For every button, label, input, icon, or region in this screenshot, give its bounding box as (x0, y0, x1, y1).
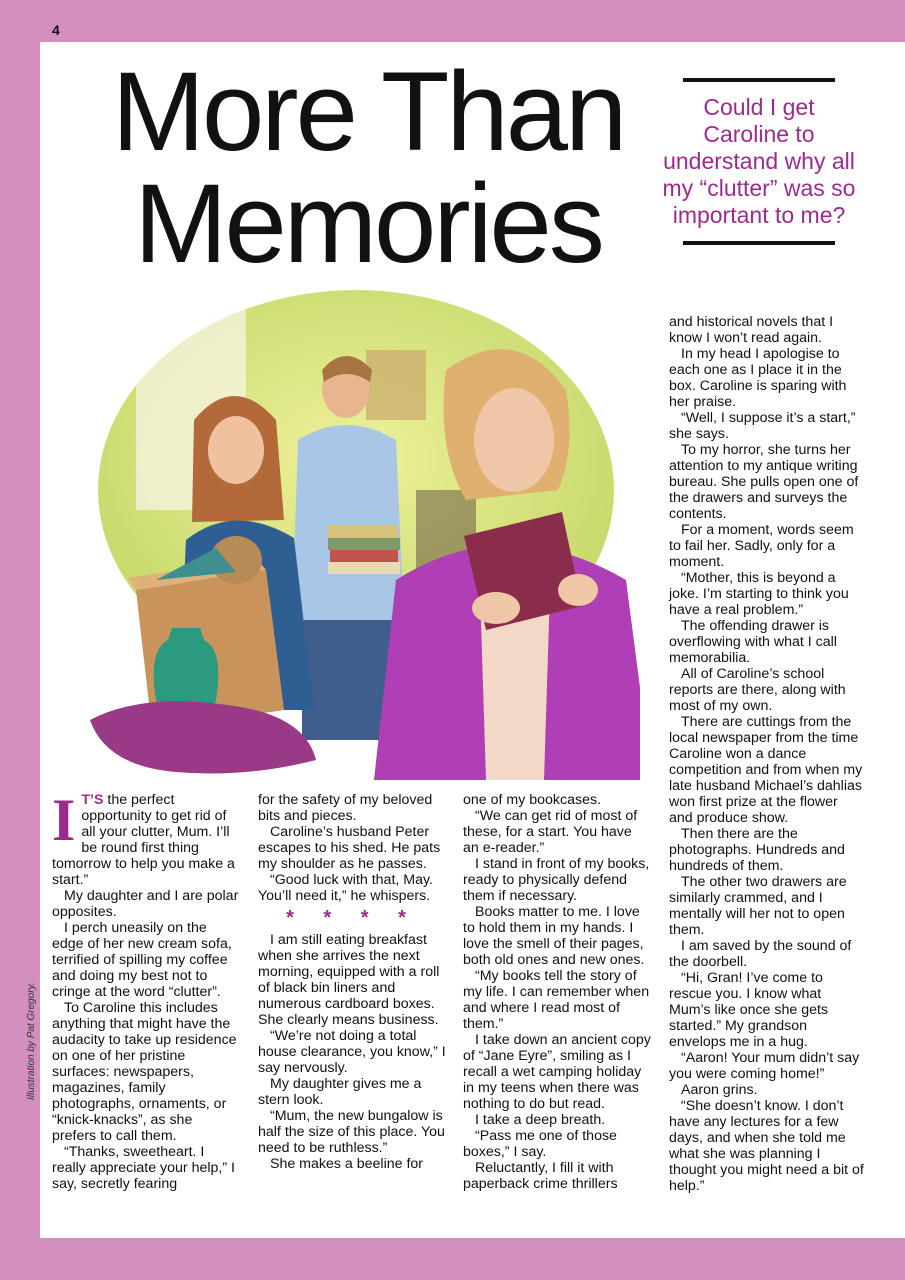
paragraph: “Thanks, sweetheart. I really appreciate your help,” I say, secretly fearing (52, 1144, 235, 1192)
paragraph: one of my bookcases. (463, 792, 602, 808)
paragraph: “We’re not doing a total house clearance, you know,” I say nervously. (258, 1028, 446, 1076)
column-2 (258, 792, 446, 1172)
page-number: 4 (52, 22, 60, 38)
paragraph: In my head I apologise to each one as I place it in the box. Caroline is sparing with her praise. (669, 346, 847, 410)
lead-caps: T’S (81, 792, 104, 808)
paragraph: and historical novels that I know I won’t read again. (669, 314, 834, 346)
paragraph: “Mother, this is beyond a joke. I’m starting to think you have a real problem.” (669, 570, 849, 618)
paragraph: Reluctantly, I fill it with paperback crime thrillers (463, 1160, 618, 1192)
paragraph: “Aaron! Your mum didn’t say you were coming home!” (669, 1050, 860, 1082)
paragraph: “Well, I suppose it’s a start,” she says. (669, 410, 856, 442)
standfirst-text: Could I get Caroline to understand why all my “clutter” was so important to me? (662, 94, 856, 228)
paragraph: The other two drawers are similarly crammed, and I mentally will her not to open them. (669, 874, 847, 938)
paragraph: To Caroline this includes anything that might have the audacity to take up residence on one of her pristine surfaces: newspapers, magazines, family photographs, ornaments, or “knick-knacks”, as she prefers to call them. (52, 1000, 237, 1144)
paragraph: The offending drawer is overflowing with what I call memorabilia. (669, 618, 837, 666)
paragraph: All of Caroline’s school reports are there, along with most of my own. (669, 666, 846, 714)
paragraph: She makes a beeline for (270, 1156, 424, 1172)
paragraph: I take a deep breath. (475, 1112, 606, 1128)
paragraph: Books matter to me. I love to hold them in my hands. I love the smell of their pages, both old ones and new ones. (463, 904, 645, 968)
column-1 (52, 787, 240, 1192)
paragraph: “Good luck with that, May. You’ll need it,” he whispers. (258, 872, 433, 904)
title-line-1: More Than (111, 49, 625, 174)
paragraph: “We can get rid of most of these, for a start. You have an e-reader.” (463, 808, 638, 856)
paragraph: My daughter gives me a stern look. (258, 1076, 422, 1108)
title-line-2: Memories (134, 161, 602, 286)
paragraph: There are cuttings from the local newspaper from the time Caroline won a dance competition and from when my late husband Michael’s dahlias won first prize at the flower and produce show. (669, 714, 863, 826)
paisley-scarf (90, 701, 316, 773)
paragraph: Then there are the photographs. Hundreds and hundreds of them. (669, 826, 845, 874)
paragraph: Aaron grins. (681, 1082, 758, 1098)
paragraph: “Hi, Gran! I’ve come to rescue you. I know what Mum’s like once she gets started.” My grandson envelops me in a hug. (669, 970, 829, 1050)
paragraph: To my horror, she turns her attention to my antique writing bureau. She pulls open one of the drawers and surveys the contents. (669, 442, 859, 522)
paragraph: “She doesn’t know. I don’t have any lectures for a few days, and when she told me what she was planning I thought you might need a bit of help.” (669, 1098, 864, 1194)
illustration-credit: Illustration by Pat Gregory. (26, 982, 37, 1100)
paragraph: I am saved by the sound of the doorbell. (669, 938, 852, 970)
paragraph: “Mum, the new bungalow is half the size of this place. You need to be ruthless.” (258, 1108, 445, 1156)
lead-text: the perfect opportunity to get rid of all your clutter, Mum. I’ll be round first thing tomorrow to help you make a start.” (52, 792, 235, 888)
paragraph: I am still eating breakfast when she arrives the next morning, equipped with a roll of black bin liners and numerous cardboard boxes. She clearly means business. (258, 932, 440, 1028)
paragraph: My daughter and I are polar opposites. (52, 888, 239, 920)
lead-paragraph (52, 787, 240, 888)
illustration-woman-holding-book-icon (66, 290, 640, 780)
paragraph: I perch uneasily on the edge of her new cream sofa, terrified of spilling my coffee and doing my best not to cringe at the word “clutter”. (52, 920, 232, 1000)
paragraph: “Pass me one of those boxes,” I say. (463, 1128, 617, 1160)
section-separator: * * * * (286, 907, 418, 929)
paragraph: I take down an ancient copy of “Jane Eyre”, smiling as I recall a wet camping holiday in my teens when there was nothing to do but read. (463, 1032, 651, 1112)
standfirst-bottom-rule (683, 241, 835, 245)
paragraph: “My books tell the story of my life. I can remember when and where I read most of them.” (463, 968, 650, 1032)
column-4 (669, 314, 865, 1194)
paragraph: For a moment, words seem to fail her. Sadly, only for a moment. (669, 522, 854, 570)
paragraph: for the safety of my beloved bits and pieces. (258, 792, 433, 824)
column-3 (463, 792, 651, 1192)
standfirst (658, 78, 860, 245)
article-title (88, 49, 648, 286)
paragraph: Caroline’s husband Peter escapes to his shed. He pats my shoulder as he passes. (258, 824, 441, 872)
drop-cap: I (52, 787, 76, 853)
article-sheet (40, 42, 905, 1238)
paragraph: I stand in front of my books, ready to physically defend them if necessary. (463, 856, 650, 904)
